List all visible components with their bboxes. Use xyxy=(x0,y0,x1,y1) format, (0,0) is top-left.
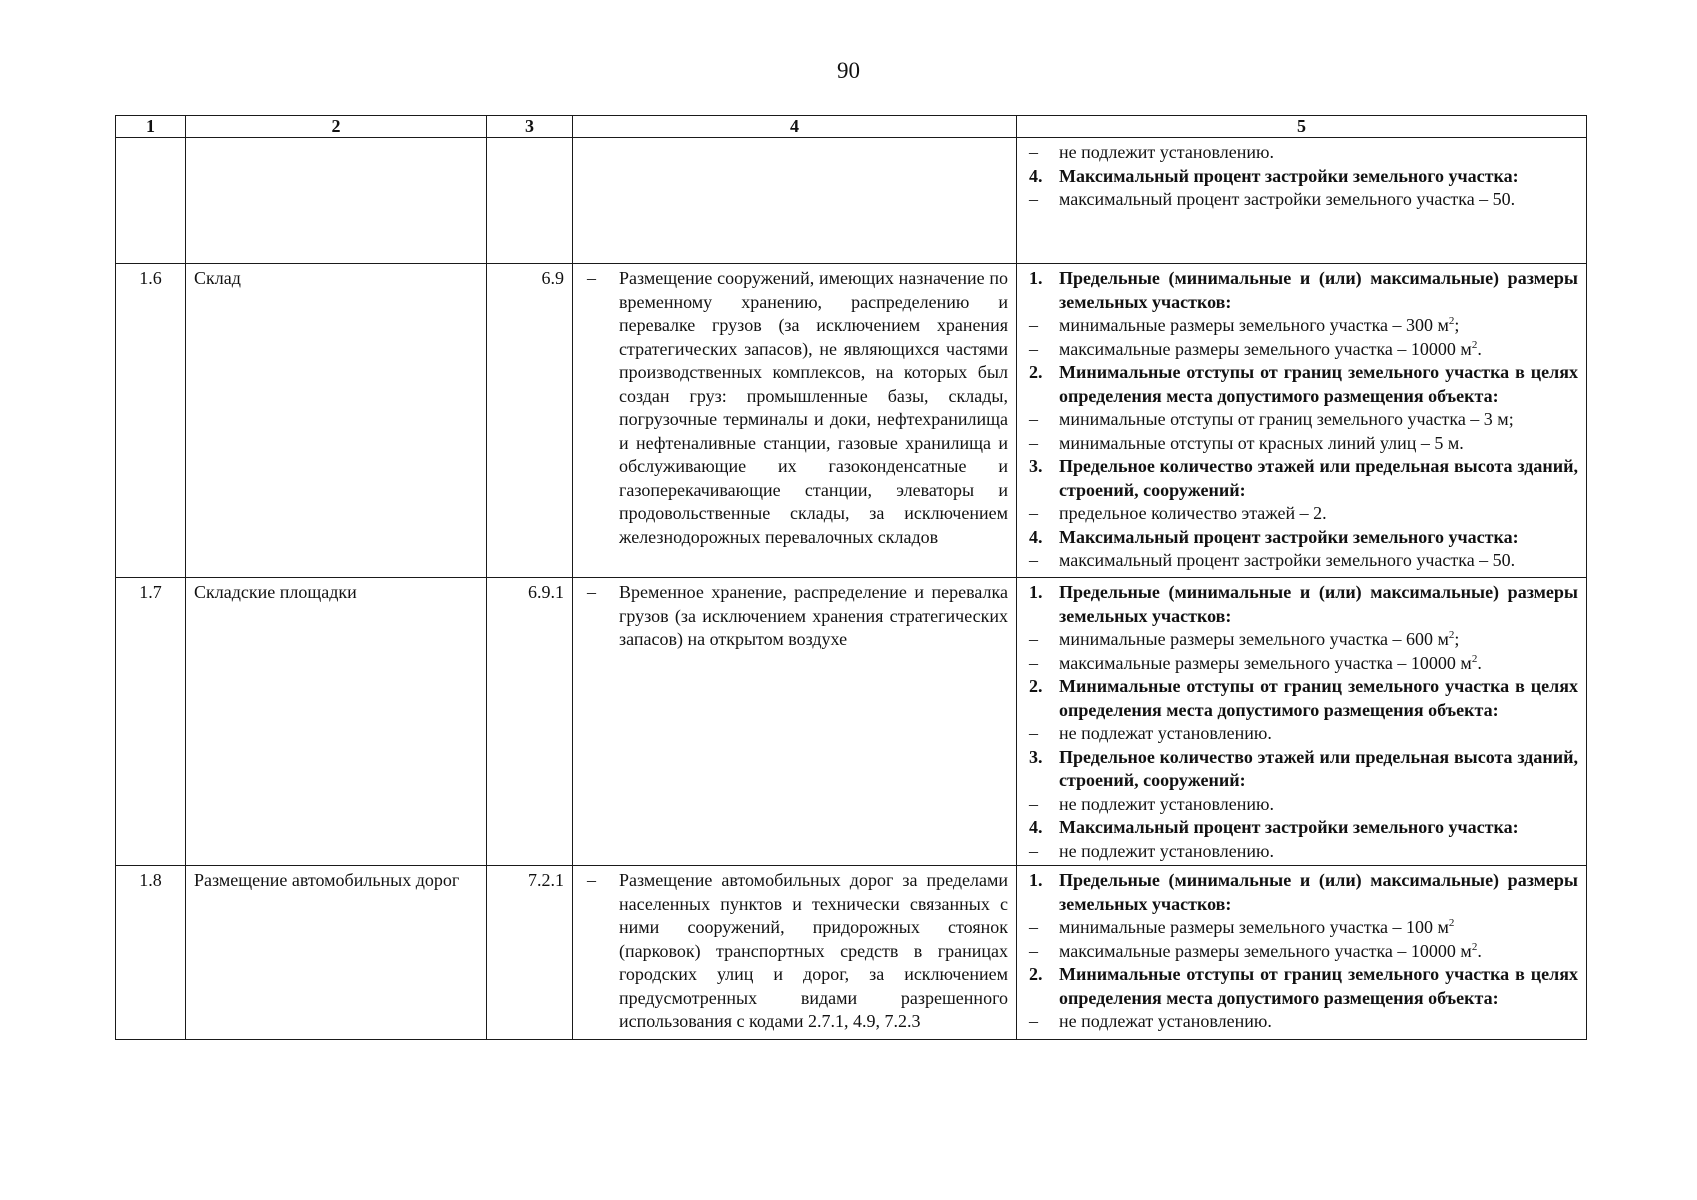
parameter-value xyxy=(1025,1010,1578,1034)
number-marker: 4. xyxy=(1029,526,1043,547)
parameter-text xyxy=(1059,526,1578,550)
parameter-main-text: Минимальные отступы от границ земельного участка в целях определения места допустимого размещения объекта: xyxy=(1059,676,1578,720)
dash-marker: – xyxy=(1029,432,1038,453)
parameter-text xyxy=(1059,338,1578,362)
parameter-text xyxy=(1059,165,1578,189)
parameter-text xyxy=(1059,455,1578,502)
description-text: Размещение автомобильных дорог за пределами населенных пунктов и технически связанных с ними сооружений, придорожных стоянок (парковок) транспортных средств в границах городских улиц и дорог, за исключением предусмотренных видами разрешенного использования с кодами 2.7.1, 4.9, 7.2.3 xyxy=(619,870,1008,1031)
parameter-main-text: Предельные (минимальные и (или) максимальные) размеры земельных участков: xyxy=(1059,268,1578,312)
parameter-text xyxy=(1059,408,1578,432)
use-name: Размещение автомобильных дорог xyxy=(186,866,487,1040)
parameter-main-text: Предельное количество этажей или предельная высота зданий, строений, сооружений: xyxy=(1059,746,1578,790)
parameter-heading xyxy=(1025,963,1578,1010)
parameter-value xyxy=(1025,314,1578,338)
land-use-table xyxy=(115,115,1587,1040)
parameter-value xyxy=(1025,141,1578,165)
header-row xyxy=(116,116,1587,138)
row-number: 1.8 xyxy=(116,866,186,1040)
parameter-main-text: Минимальные отступы от границ земельного участка в целях определения места допустимого размещения объекта: xyxy=(1059,362,1578,406)
parameter-text xyxy=(1059,963,1578,1010)
parameter-main-text: Максимальный процент застройки земельного участка: xyxy=(1059,526,1519,547)
parameter-main-text: минимальные отступы от красных линий улиц – 5 м. xyxy=(1059,432,1464,453)
dash-marker: – xyxy=(1029,503,1038,523)
parameter-text xyxy=(1059,432,1578,456)
punctuation: ; xyxy=(1454,315,1460,335)
parameter-main-text: максимальный процент застройки земельного участка – 50. xyxy=(1059,189,1516,209)
dash-marker: – xyxy=(587,870,596,890)
use-code xyxy=(487,138,573,264)
superscript: 2 xyxy=(1471,338,1478,351)
parameter-text xyxy=(1059,581,1578,628)
punctuation: . xyxy=(1477,338,1482,359)
number-marker: 4. xyxy=(1029,817,1043,837)
use-name: Складские площадки xyxy=(186,578,487,866)
number-marker: 2. xyxy=(1029,676,1043,696)
table-row xyxy=(116,866,1587,1040)
parameter-heading xyxy=(1025,816,1578,840)
parameter-text xyxy=(1059,869,1578,916)
number-marker: 1. xyxy=(1029,582,1043,602)
dash-marker: – xyxy=(1029,723,1038,743)
parameter-value xyxy=(1025,652,1578,676)
dash-marker: – xyxy=(1029,652,1038,673)
table-row xyxy=(116,264,1587,578)
parameter-heading xyxy=(1025,267,1578,314)
superscript: 2 xyxy=(1471,940,1478,953)
dash-marker: – xyxy=(587,582,596,602)
row-number xyxy=(116,138,186,264)
parameter-main-text: максимальные размеры земельного участка – 10000 м xyxy=(1059,652,1472,673)
parameter-heading xyxy=(1025,165,1578,189)
parameter-main-text: Минимальные отступы от границ земельного участка в целях определения места допустимого размещения объекта: xyxy=(1059,964,1578,1008)
dash-marker: – xyxy=(1029,840,1038,861)
header-col-5: 5 xyxy=(1017,116,1587,138)
dash-marker: – xyxy=(587,268,596,288)
parameter-main-text: не подлежит установлению. xyxy=(1059,142,1274,162)
dash-marker: – xyxy=(1029,917,1038,937)
parameter-main-text: Максимальный процент застройки земельного участка: xyxy=(1059,165,1519,186)
parameter-text xyxy=(1059,940,1578,964)
parameter-text xyxy=(1059,652,1578,676)
parameter-value xyxy=(1025,916,1578,940)
parameter-main-text: Максимальный процент застройки земельного участка: xyxy=(1059,817,1519,837)
punctuation: ; xyxy=(1454,629,1460,649)
parameter-text xyxy=(1059,840,1578,864)
parameter-heading xyxy=(1025,581,1578,628)
parameter-heading xyxy=(1025,455,1578,502)
use-name xyxy=(186,138,487,264)
parameter-main-text: не подлежат установлению. xyxy=(1059,723,1272,743)
parameter-text xyxy=(1059,141,1578,165)
header-col-4: 4 xyxy=(573,116,1017,138)
parameter-main-text: предельное количество этажей – 2. xyxy=(1059,503,1327,523)
punctuation: . xyxy=(1477,940,1482,961)
parameter-main-text: максимальный процент застройки земельного участка – 50. xyxy=(1059,550,1516,570)
parameter-text xyxy=(1059,722,1578,746)
parameter-value xyxy=(1025,793,1578,817)
table-row xyxy=(116,138,1587,264)
parameter-text xyxy=(1059,361,1578,408)
dash-marker: – xyxy=(1029,189,1038,209)
use-description xyxy=(573,264,1017,578)
dash-marker: – xyxy=(1029,338,1038,359)
parameter-value xyxy=(1025,502,1578,526)
parameter-text xyxy=(1059,628,1578,652)
punctuation: . xyxy=(1477,652,1482,673)
superscript: 2 xyxy=(1471,652,1478,665)
use-parameters xyxy=(1017,866,1587,1040)
dash-marker: – xyxy=(1029,793,1038,814)
parameter-main-text: Предельные (минимальные и (или) максимальные) размеры земельных участков: xyxy=(1059,870,1578,914)
parameter-text xyxy=(1059,188,1578,212)
use-name: Склад xyxy=(186,264,487,578)
parameter-value xyxy=(1025,408,1578,432)
use-code: 6.9 xyxy=(487,264,573,578)
dash-marker: – xyxy=(1029,409,1038,429)
parameter-main-text: максимальные размеры земельного участка – 10000 м xyxy=(1059,940,1472,961)
number-marker: 1. xyxy=(1029,268,1043,288)
parameter-heading xyxy=(1025,361,1578,408)
row-number: 1.7 xyxy=(116,578,186,866)
parameter-main-text: минимальные размеры земельного участка – 100 м xyxy=(1059,917,1449,937)
parameter-value xyxy=(1025,549,1578,573)
parameter-value xyxy=(1025,940,1578,964)
use-code: 6.9.1 xyxy=(487,578,573,866)
dash-marker: – xyxy=(1029,1011,1038,1031)
parameter-main-text: Предельное количество этажей или предельная высота зданий, строений, сооружений: xyxy=(1059,456,1578,500)
parameter-text xyxy=(1059,746,1578,793)
superscript: 2 xyxy=(1448,917,1455,929)
parameter-value xyxy=(1025,338,1578,362)
parameter-heading xyxy=(1025,746,1578,793)
parameter-main-text: не подлежит установлению. xyxy=(1059,793,1274,814)
parameter-value xyxy=(1025,188,1578,212)
description-item xyxy=(581,869,1008,1034)
use-description xyxy=(573,138,1017,264)
use-code: 7.2.1 xyxy=(487,866,573,1040)
parameter-value xyxy=(1025,628,1578,652)
parameter-text xyxy=(1059,549,1578,573)
parameter-heading xyxy=(1025,526,1578,550)
parameter-text xyxy=(1059,816,1578,840)
use-description xyxy=(573,866,1017,1040)
parameter-text xyxy=(1059,502,1578,526)
number-marker: 4. xyxy=(1029,165,1043,186)
parameter-value xyxy=(1025,722,1578,746)
number-marker: 2. xyxy=(1029,964,1043,984)
use-parameters xyxy=(1017,264,1587,578)
parameter-value xyxy=(1025,840,1578,864)
parameter-text xyxy=(1059,1010,1578,1034)
number-marker: 1. xyxy=(1029,870,1043,890)
dash-marker: – xyxy=(1029,940,1038,961)
dash-marker: – xyxy=(1029,629,1038,649)
number-marker: 2. xyxy=(1029,362,1043,382)
dash-marker: – xyxy=(1029,315,1038,335)
parameter-heading xyxy=(1025,675,1578,722)
parameter-main-text: минимальные отступы от границ земельного участка – 3 м; xyxy=(1059,409,1514,429)
number-marker: 3. xyxy=(1029,746,1043,767)
dash-marker: – xyxy=(1029,142,1038,162)
superscript: 2 xyxy=(1448,629,1455,641)
use-description xyxy=(573,578,1017,866)
description-text: Временное хранение, распределение и перевалка грузов (за исключением хранения стратегических запасов) на открытом воздухе xyxy=(619,582,1008,649)
page-number: 90 xyxy=(837,58,860,83)
parameter-main-text: максимальные размеры земельного участка – 10000 м xyxy=(1059,338,1472,359)
parameter-value xyxy=(1025,432,1578,456)
parameter-text xyxy=(1059,314,1578,338)
description-item xyxy=(581,267,1008,549)
parameter-main-text: минимальные размеры земельного участка – 600 м xyxy=(1059,629,1449,649)
header-col-1: 1 xyxy=(116,116,186,138)
dash-marker: – xyxy=(1029,550,1038,570)
parameter-main-text: Предельные (минимальные и (или) максимальные) размеры земельных участков: xyxy=(1059,582,1578,626)
row-number: 1.6 xyxy=(116,264,186,578)
parameter-heading xyxy=(1025,869,1578,916)
parameter-main-text: минимальные размеры земельного участка – 300 м xyxy=(1059,315,1449,335)
parameter-main-text: не подлежат установлению. xyxy=(1059,1011,1272,1031)
use-parameters xyxy=(1017,138,1587,264)
header-col-3: 3 xyxy=(487,116,573,138)
header-col-2: 2 xyxy=(186,116,487,138)
description-item xyxy=(581,581,1008,652)
description-text: Размещение сооружений, имеющих назначение по временному хранению, распределению и перевалке грузов (за исключением хранения стратегических запасов), не являющихся частями производственных комплексов, на которых был создан груз: промышленные базы, склады, погрузочные терминалы и доки, нефтехранилища и нефтеналивные станции, газовые хранилища и обслуживающие их газоконденсатные и газоперекачивающие станции, элеваторы и продовольственные склады, за исключением железнодорожных перевалочных складов xyxy=(619,268,1008,547)
superscript: 2 xyxy=(1448,315,1455,327)
parameter-text xyxy=(1059,675,1578,722)
use-parameters xyxy=(1017,578,1587,866)
parameter-text xyxy=(1059,267,1578,314)
parameter-text xyxy=(1059,916,1578,940)
table-row xyxy=(116,578,1587,866)
parameter-text xyxy=(1059,793,1578,817)
number-marker: 3. xyxy=(1029,456,1043,476)
parameter-main-text: не подлежит установлению. xyxy=(1059,840,1274,861)
